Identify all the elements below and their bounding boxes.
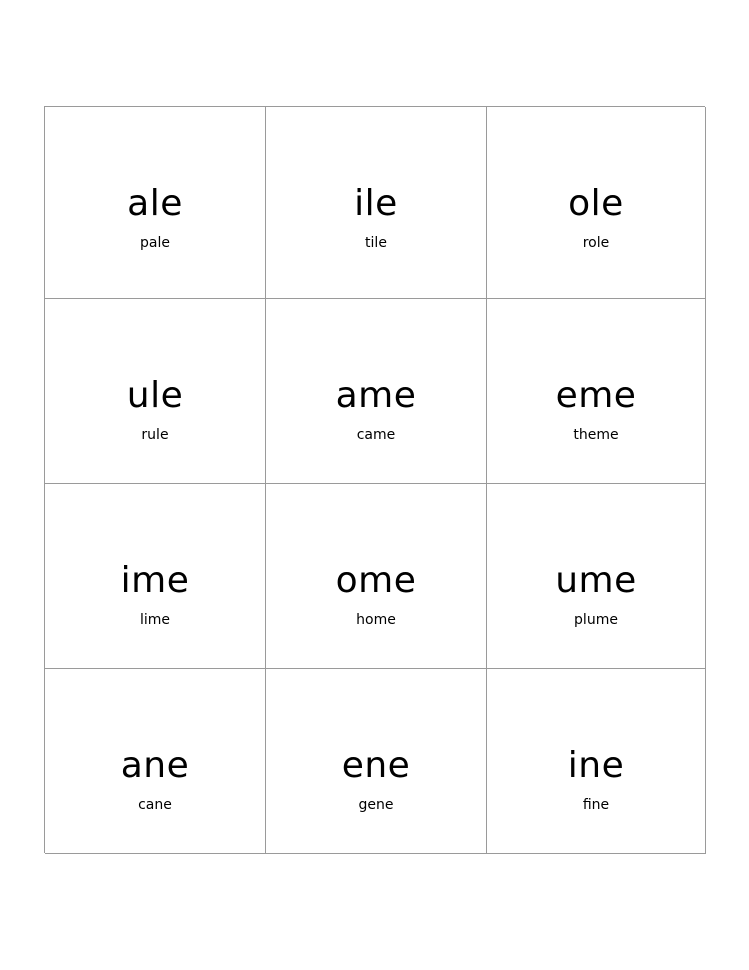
card-example-word: pale	[140, 235, 170, 251]
flashcard-ine	[487, 669, 706, 854]
flashcard-ile	[266, 107, 487, 299]
flashcard-ale	[45, 107, 266, 299]
flashcard-ane	[45, 669, 266, 854]
card-pattern: ane	[120, 745, 190, 786]
card-example-word: home	[356, 612, 396, 628]
card-example-word: tile	[365, 235, 387, 251]
flashcard-ome	[266, 484, 487, 669]
card-pattern: eme	[555, 375, 637, 416]
card-pattern: ale	[127, 183, 183, 224]
card-example-word: plume	[574, 612, 618, 628]
card-pattern: ule	[126, 375, 184, 416]
flashcard-ame	[266, 299, 487, 484]
card-example-word: role	[582, 235, 610, 251]
flashcard-ume	[487, 484, 706, 669]
flashcard-eme	[487, 299, 706, 484]
card-example-word: rule	[141, 427, 169, 443]
card-example-word: theme	[573, 427, 619, 443]
card-example-word: came	[356, 427, 396, 443]
flashcard-ole	[487, 107, 706, 299]
card-example-word: fine	[582, 797, 610, 813]
card-example-word: gene	[358, 797, 394, 813]
card-example-word: cane	[138, 797, 172, 813]
flashcard-ule	[45, 299, 266, 484]
flashcard-ime	[45, 484, 266, 669]
card-pattern: ene	[341, 745, 411, 786]
card-pattern: ile	[354, 183, 398, 224]
card-pattern: ume	[555, 560, 637, 601]
card-pattern: ame	[335, 375, 417, 416]
card-pattern: ome	[335, 560, 417, 601]
card-pattern: ime	[120, 560, 190, 601]
flashcard-ene	[266, 669, 487, 854]
card-pattern: ine	[567, 745, 625, 786]
card-pattern: ole	[568, 183, 624, 224]
card-example-word: lime	[139, 612, 171, 628]
flashcard-grid	[44, 106, 705, 853]
